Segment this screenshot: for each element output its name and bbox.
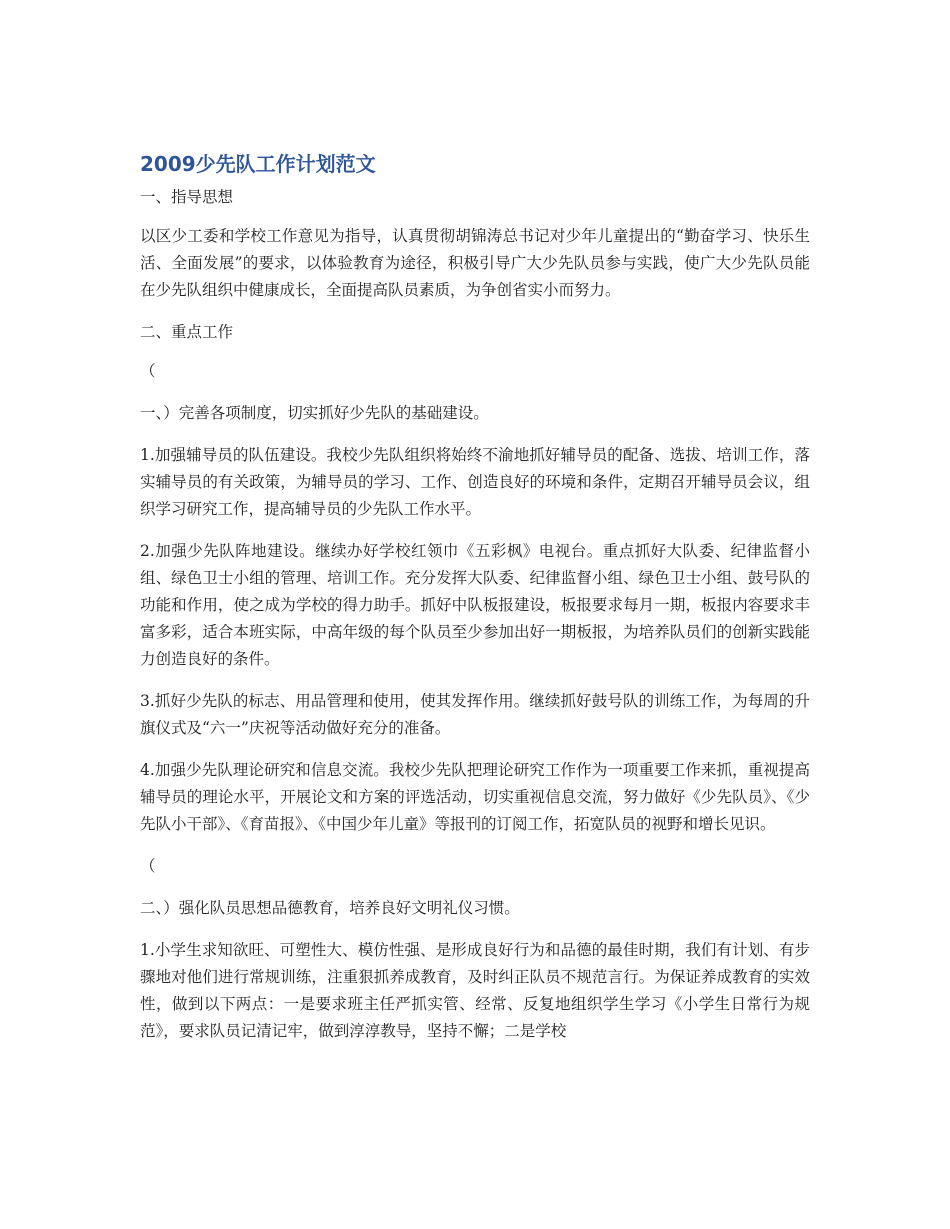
paren-open-2: （ <box>140 857 156 875</box>
paragraph-item-4: 4.加强少先队理论研究和信息交流。我校少先队把理论研究工作作为一项重要工作来抓，重视提高辅导员的理论水平，开展论文和方案的评选活动，切实重视信息交流，努力做好《少先队员》、《少先队小干部》、《育苗报》、《中国少年儿童》等报刊的订阅工作，拓宽队员的视野和增长见识。 <box>140 761 810 833</box>
document-page <box>140 150 810 1060</box>
subheading-systems: 一、）完善各项制度，切实抓好少先队的基础建设。 <box>140 404 489 422</box>
paragraph-moral-item-1: 1.小学生求知欲旺、可塑性大、模仿性强、是形成良好行为和品德的最佳时期，我们有计划、有步骤地对他们进行常规训练，注重狠抓养成教育，及时纠正队员不规范言行。为保证养成教育的实效性，做到以下两点：一是要求班主任严抓实管、经常、反复地组织学生学习《小学生日常行为规范》，要求队员记清记牢，做到淳淳教导，坚持不懈；二是学校 <box>140 941 810 1040</box>
paragraph-guiding-ideology: 以区少工委和学校工作意见为指导，认真贯彻胡锦涛总书记对少年儿童提出的“勤奋学习、快乐生活、全面发展”的要求，以体验教育为途径，积极引导广大少先队员参与实践，使广大少先队员能在少先队组织中健康成长，全面提高队员素质，为争创省实小而努力。 <box>140 227 810 299</box>
paragraph-item-3: 3.抓好少先队的标志、用品管理和使用，使其发挥作用。继续抓好鼓号队的训练工作，为每周的升旗仪式及“六一”庆祝等活动做好充分的准备。 <box>140 692 810 737</box>
section-heading-key-work: 二、重点工作 <box>140 323 234 341</box>
section-heading-guiding-ideology: 一、指导思想 <box>140 188 234 206</box>
paragraph-item-1: 1.加强辅导员的队伍建设。我校少先队组织将始终不渝地抓好辅导员的配备、选拔、培训工作，落实辅导员的有关政策，为辅导员的学习、工作、创造良好的环境和条件，定期召开辅导员会议，组织学习研究工作，提高辅导员的少先队工作水平。 <box>140 446 810 518</box>
paren-open-1: （ <box>140 362 156 380</box>
document-title: 2009少先队工作计划范文 <box>140 152 376 176</box>
subheading-moral-education: 二、）强化队员思想品德教育，培养良好文明礼仪习惯。 <box>140 899 520 917</box>
paragraph-item-2: 2.加强少先队阵地建设。继续办好学校红领巾《五彩枫》电视台。重点抓好大队委、纪律监督小组、绿色卫士小组的管理、培训工作。充分发挥大队委、纪律监督小组、绿色卫士小组、鼓号队的功能和作用，使之成为学校的得力助手。抓好中队板报建设，板报要求每月一期，板报内容要求丰富多彩，适合本班实际，中高年级的每个队员至少参加出好一期板报，为培养队员们的创新实践能力创造良好的条件。 <box>140 542 810 668</box>
